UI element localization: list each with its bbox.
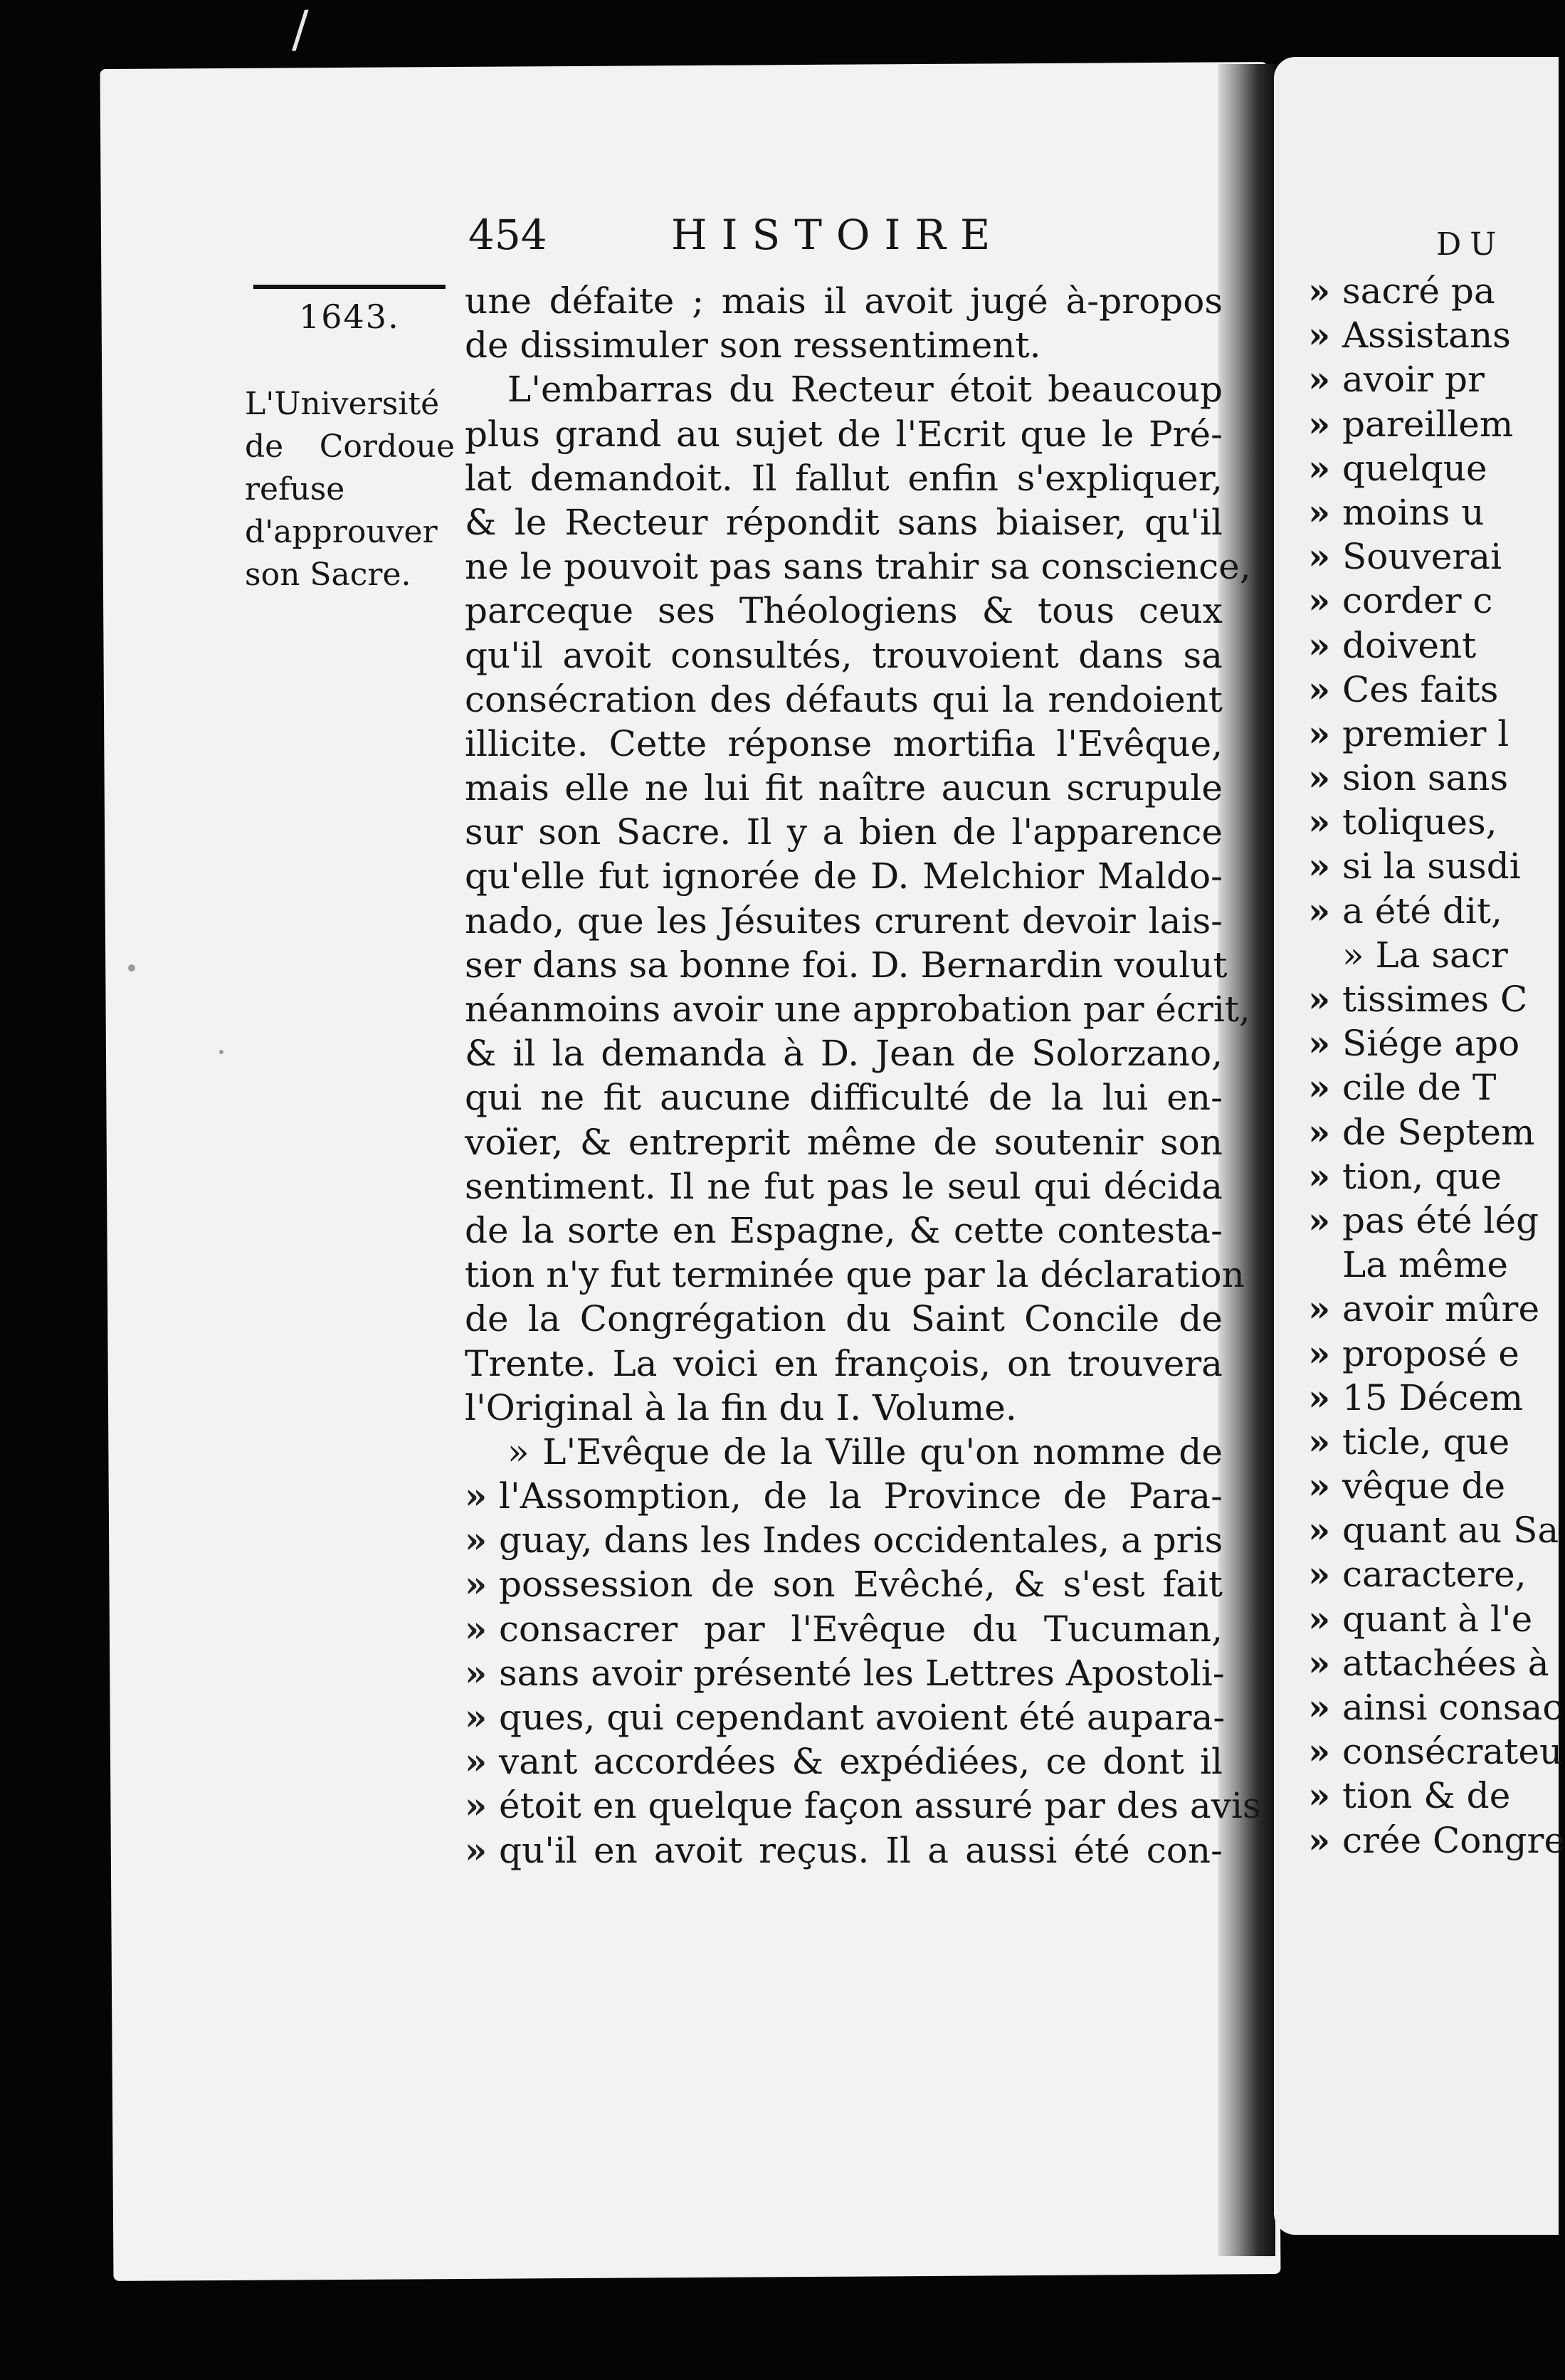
- right-text-line: [1308, 1110, 1535, 1154]
- quote-mark: »: [1308, 1420, 1331, 1463]
- text-line-content: & le Recteur répondit sans biaiser, qu'il: [465, 501, 1223, 543]
- quote-mark: »: [1308, 889, 1331, 932]
- paper-spot: [128, 964, 135, 972]
- text-line: [465, 722, 1223, 766]
- quote-mark: »: [1308, 402, 1331, 445]
- right-text-line: [1308, 535, 1522, 579]
- right-text-line-content: Siége apo: [1342, 1023, 1520, 1065]
- quote-mark: »: [465, 1828, 488, 1871]
- right-text-line-content: a été dit,: [1342, 890, 1502, 932]
- text-line-content: & il la demanda à D. Jean de Solorzano,: [465, 1033, 1223, 1075]
- text-line-content: tion n'y fut terminée que par la déclaration: [465, 1254, 1245, 1296]
- text-line-content: sans avoir présenté les Lettres Apostoli-: [499, 1652, 1225, 1694]
- text-line: [465, 1075, 1223, 1120]
- text-line: [465, 367, 1223, 411]
- right-text-line: [1308, 1287, 1540, 1331]
- quote-mark: »: [1308, 1686, 1331, 1728]
- right-text-line: [1308, 844, 1522, 888]
- right-text-line-content: avoir mûre: [1342, 1288, 1540, 1330]
- right-text-line-content: sion sans: [1342, 757, 1509, 799]
- right-text-line-content: consécrateu: [1342, 1731, 1563, 1773]
- text-line-content: ques, qui cependant avoient été aupara-: [499, 1697, 1226, 1738]
- quote-mark: »: [1308, 358, 1331, 401]
- right-text-line: [1308, 623, 1522, 668]
- text-line: [465, 1297, 1223, 1341]
- quote-mark: »: [1308, 1730, 1331, 1773]
- paper-spot: [219, 1050, 223, 1054]
- quote-mark: »: [1308, 490, 1331, 533]
- text-line: [465, 1342, 1223, 1386]
- text-line: [465, 1209, 1223, 1253]
- right-body-text: [1308, 269, 1565, 1863]
- text-line: [465, 943, 1228, 987]
- text-line: [465, 678, 1223, 722]
- text-line: [465, 1562, 1223, 1606]
- quote-mark: »: [1308, 270, 1331, 312]
- quote-mark: »: [1308, 845, 1331, 888]
- right-text-line-content: avoir pr: [1342, 359, 1485, 401]
- marginal-note: L'Université de Cordoue refuse d'approuver son Sacre.: [245, 386, 455, 593]
- text-line: [465, 323, 1223, 367]
- right-text-line: [1308, 1685, 1563, 1729]
- quote-mark: »: [465, 1475, 488, 1517]
- margin-rule: [253, 285, 446, 289]
- right-text-line-content: de Septem: [1342, 1111, 1535, 1153]
- right-text-line: [1308, 579, 1522, 623]
- text-line: [465, 1607, 1223, 1651]
- text-line-content: ser dans sa bonne foi. D. Bernardin voulut: [465, 944, 1228, 986]
- quote-mark: »: [1308, 978, 1331, 1020]
- right-text-line: [1308, 269, 1522, 313]
- quote-mark: »: [1308, 1154, 1331, 1197]
- text-line: [465, 1518, 1223, 1562]
- text-line-content: de dissimuler son ressentiment.: [465, 325, 1041, 367]
- text-line: [465, 987, 1250, 1031]
- text-line: [465, 1253, 1245, 1297]
- right-text-line: [1308, 446, 1522, 490]
- right-text-line-content: premier l: [1342, 712, 1509, 754]
- right-text-line-content: Souverai: [1342, 536, 1502, 578]
- right-text-line-content: tissimes C: [1342, 979, 1528, 1020]
- right-text-line: [1308, 1508, 1559, 1552]
- quote-mark: »: [1308, 1553, 1331, 1596]
- right-text-line-content: sacré pa: [1342, 270, 1495, 312]
- text-line: [465, 766, 1223, 810]
- right-text-line-content: si la susdi: [1342, 846, 1521, 888]
- right-text-line-content: moins u: [1342, 491, 1485, 533]
- right-text-line: [1308, 1199, 1539, 1243]
- right-text-line: [1308, 1774, 1522, 1818]
- text-line-content: plus grand au sujet de l'Ecrit que le Pré-: [465, 413, 1223, 455]
- right-text-line: [1308, 1065, 1522, 1110]
- quote-mark: »: [465, 1519, 488, 1562]
- quote-mark: »: [1308, 1110, 1331, 1153]
- right-text-line-content: » La sacr: [1342, 934, 1508, 976]
- body-text: [465, 279, 1261, 1873]
- quote-mark: »: [1308, 1199, 1331, 1241]
- quote-mark: »: [1308, 1597, 1331, 1640]
- right-text-line: [1308, 490, 1522, 535]
- right-text-line: [1308, 1464, 1522, 1508]
- text-line-content: de la Congrégation du Saint Concile de: [465, 1298, 1223, 1340]
- quote-mark: »: [1308, 446, 1331, 489]
- right-text-line: [1308, 1552, 1527, 1596]
- right-text-line: [1308, 933, 1522, 977]
- book-spine-shadow: [1218, 64, 1275, 2256]
- text-line: [465, 1474, 1223, 1518]
- right-text-line: [1308, 889, 1522, 933]
- quote-mark: »: [1308, 1376, 1331, 1418]
- text-line: [465, 810, 1223, 854]
- right-text-line-content: vêque de: [1342, 1465, 1506, 1507]
- text-line: [465, 633, 1223, 678]
- text-line-content: voïer, & entreprit même de soutenir son: [465, 1121, 1223, 1163]
- right-text-line-content: quelque: [1342, 447, 1487, 489]
- quote-mark: »: [1308, 1818, 1331, 1861]
- right-text-line: [1308, 1243, 1522, 1287]
- quote-mark: »: [1308, 1641, 1331, 1684]
- right-text-line-content: corder c: [1342, 580, 1493, 622]
- page-number: 454: [468, 211, 547, 259]
- left-page-header: [468, 211, 1223, 275]
- text-line-content: de la sorte en Espagne, & cette contesta-: [465, 1209, 1223, 1251]
- right-text-line-content: ainsi consac: [1342, 1687, 1563, 1728]
- right-text-line-content: La même: [1342, 1244, 1508, 1286]
- right-text-line-content: crée Congre: [1342, 1819, 1565, 1861]
- right-text-line: [1308, 1154, 1522, 1199]
- text-line-content: néanmoins avoir une approbation par écrit,: [465, 989, 1250, 1030]
- quote-mark: »: [1308, 623, 1331, 666]
- right-text-line: [1308, 1332, 1522, 1376]
- text-line: [465, 589, 1223, 633]
- right-text-line-content: ticle, que: [1342, 1421, 1510, 1463]
- quote-mark: »: [465, 1740, 488, 1783]
- quote-mark: »: [1308, 1022, 1331, 1065]
- text-line-content: qu'il en avoit reçus. Il a aussi été con-: [499, 1829, 1223, 1871]
- text-line-content: l'Assomption, de la Province de Para-: [499, 1475, 1223, 1517]
- right-text-line: [1308, 1597, 1533, 1641]
- right-text-line-content: pas été lég: [1342, 1199, 1539, 1241]
- text-line: [465, 1164, 1223, 1209]
- quote-mark: »: [1308, 1288, 1331, 1330]
- right-text-line-content: pareillem: [1342, 403, 1514, 445]
- text-line-content: consacrer par l'Evêque du Tucuman,: [499, 1608, 1223, 1650]
- text-line: [465, 899, 1223, 943]
- text-line-content: illicite. Cette réponse mortifia l'Evêque,: [465, 722, 1223, 764]
- right-text-line-content: attachées à: [1342, 1642, 1549, 1684]
- text-line: [465, 1031, 1223, 1075]
- running-title: HISTOIRE: [671, 211, 1005, 259]
- quote-mark: »: [1308, 1066, 1331, 1109]
- text-line-content: qui ne fit aucune difficulté de la lui en-: [465, 1077, 1223, 1119]
- quote-mark: »: [1308, 712, 1331, 754]
- text-line-content: » L'Evêque de la Ville qu'on nomme de: [507, 1431, 1223, 1473]
- text-line-content: Trente. La voici en françois, on trouvera: [465, 1342, 1223, 1384]
- text-line-content: sur son Sacre. Il y a bien de l'apparence: [465, 811, 1223, 853]
- right-text-line: [1308, 1021, 1522, 1065]
- quote-mark: »: [465, 1563, 488, 1606]
- quote-mark: »: [465, 1784, 488, 1827]
- text-line-content: l'Original à la fin du I. Volume.: [465, 1386, 1017, 1428]
- quote-mark: »: [1308, 668, 1331, 710]
- text-line-content: guay, dans les Indes occidentales, a pris: [499, 1520, 1223, 1562]
- text-line-content: qu'il avoit consultés, trouvoient dans sa: [465, 634, 1223, 676]
- quote-mark: »: [1308, 1465, 1331, 1507]
- right-text-line-content: Assistans: [1342, 315, 1511, 357]
- quote-mark: »: [465, 1607, 488, 1650]
- right-text-line-content: Ces faits: [1342, 668, 1499, 710]
- right-text-line: [1308, 357, 1522, 401]
- text-line-content: ne le pouvoit pas sans trahir sa conscience,: [465, 546, 1251, 588]
- right-text-line-content: toliques,: [1342, 801, 1497, 843]
- right-text-line: [1308, 402, 1522, 446]
- quote-mark: »: [1308, 1774, 1331, 1817]
- right-text-line-content: caractere,: [1342, 1554, 1527, 1596]
- quote-mark: »: [1308, 801, 1331, 843]
- right-text-line: [1308, 668, 1522, 712]
- text-line-content: vant accordées & expédiées, ce dont il: [499, 1741, 1223, 1783]
- quote-mark: »: [1308, 1332, 1331, 1374]
- scan-mark: /: [292, 0, 309, 58]
- text-line: [465, 1784, 1261, 1828]
- right-text-line-content: proposé e: [1342, 1332, 1519, 1374]
- right-text-line: [1308, 1641, 1549, 1685]
- right-text-line: [1308, 1818, 1565, 1863]
- margin-year: 1643.: [299, 298, 400, 336]
- text-line: [465, 500, 1223, 544]
- text-line-content: parceque ses Théologiens & tous ceux: [465, 590, 1223, 632]
- text-line-content: mais elle ne lui fit naître aucun scrupule: [465, 767, 1223, 809]
- quote-mark: »: [1308, 579, 1331, 622]
- right-text-line-content: quant au Sa: [1342, 1510, 1559, 1552]
- quote-mark: »: [1308, 757, 1331, 799]
- right-text-line-content: tion & de: [1342, 1775, 1511, 1817]
- right-text-line-content: tion, que: [1342, 1155, 1502, 1197]
- text-line-content: consécration des défauts qui la rendoient: [465, 678, 1223, 720]
- text-line-content: nado, que les Jésuites crurent devoir lais-: [465, 900, 1223, 942]
- text-line-content: qu'elle fut ignorée de D. Melchior Maldo-: [465, 855, 1223, 897]
- text-line: [465, 412, 1223, 456]
- right-text-line: [1308, 1420, 1522, 1464]
- text-line-content: possession de son Evêché, & s'est fait: [499, 1564, 1223, 1606]
- right-text-line-content: 15 Décem: [1342, 1376, 1524, 1418]
- right-running-title: DU: [1436, 226, 1505, 263]
- right-text-line-content: doivent: [1342, 624, 1477, 666]
- text-line: [465, 1739, 1223, 1784]
- quote-mark: »: [1308, 1509, 1331, 1552]
- right-text-line: [1308, 313, 1522, 357]
- text-line: [465, 854, 1223, 898]
- text-line: [465, 1695, 1226, 1739]
- right-text-line: [1308, 712, 1522, 756]
- right-page-clip: [1274, 0, 1565, 2380]
- right-text-line: [1308, 800, 1522, 844]
- text-line: [465, 1828, 1223, 1873]
- text-line: [465, 1430, 1223, 1474]
- right-text-line: [1308, 977, 1528, 1021]
- text-line-content: étoit en quelque façon assuré par des avis: [499, 1785, 1261, 1827]
- right-text-line: [1308, 756, 1522, 800]
- text-line: [465, 456, 1223, 500]
- quote-mark: »: [1308, 314, 1331, 357]
- quote-mark: »: [465, 1696, 488, 1738]
- text-line-content: L'embarras du Recteur étoit beaucoup: [507, 369, 1223, 411]
- quote-mark: »: [1308, 535, 1331, 578]
- text-line: [465, 1386, 1223, 1430]
- right-text-line: [1308, 1376, 1522, 1420]
- text-line-content: lat demandoit. Il fallut enfin s'expliquer,: [465, 457, 1223, 499]
- text-line-content: sentiment. Il ne fut pas le seul qui décida: [465, 1165, 1223, 1207]
- quote-mark: »: [465, 1651, 488, 1694]
- text-line: [465, 1651, 1223, 1695]
- text-line-content: une défaite ; mais il avoit jugé à-propos: [465, 280, 1223, 322]
- text-line: [465, 544, 1251, 589]
- text-line: [465, 1120, 1223, 1164]
- right-text-line-content: quant à l'e: [1342, 1598, 1533, 1640]
- text-line: [465, 279, 1223, 323]
- right-text-line: [1308, 1729, 1563, 1774]
- right-text-line-content: cile de T: [1342, 1067, 1497, 1109]
